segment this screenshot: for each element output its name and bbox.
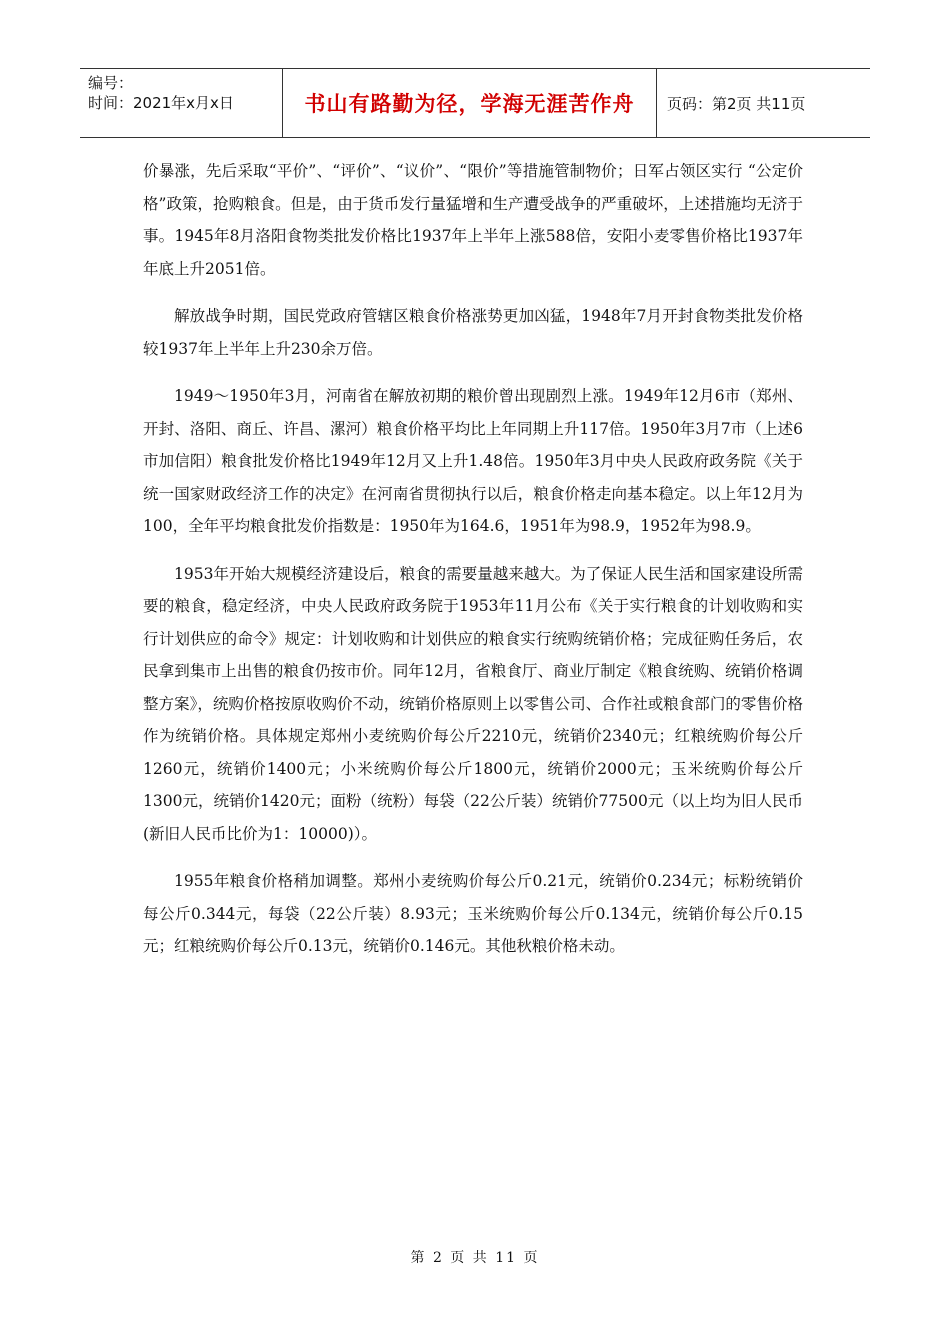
paragraph: 1955年粮食价格稍加调整。郑州小麦统购价每公斤0.21元，统销价0.234元；标粉统销价每公斤0.344元，每袋（22公斤装）8.93元；玉米统购价每公斤0.134元，统销价每公斤0.15元；红粮统购价每公斤0.13元，统销价0.146元。其他秋粮价格未动。 — [143, 872, 803, 955]
paragraph: 价暴涨，先后采取“平价”、“评价”、“议价”、“限价”等措施管制物价；日军占领区实行 “公定价格”政策，抢购粮食。但是，由于货币发行量猛增和生产遭受战争的严重破坏，上述措施均无济于事。1945年8月洛阳食物类批发价格比1937年上半年上涨588倍，安阳小麦零售价格比1937年年底上升2051倍。 — [143, 162, 803, 278]
paragraph: 1953年开始大规模经济建设后，粮食的需要量越来越大。为了保证人民生活和国家建设所需要的粮食，稳定经济，中央人民政府政务院于1953年11月公布《关于实行粮食的计划收购和实行计划供应的命令》规定：计划收购和计划供应的粮食实行统购统销价格；完成征购任务后，农民拿到集市上出售的粮食仍按市价。同年12月，省粮食厅、商业厅制定《粮食统购、统销价格调整方案》，统购价格按原收购价不动，统销价格原则上以零售公司、合作社或粮食部门的零售价格作为统销价格。具体规定郑州小麦统购价每公斤2210元，统销价2340元；红粮统购价每公斤1260元，统销价1400元；小米统购价每公斤1800元，统销价2000元；玉米统购价每公斤1300元，统销价1420元；面粉（统粉）每袋（22公斤装）统销价77500元（以上均为旧人民币(新旧人民币比价为1：10000)）。 — [143, 564, 803, 843]
header-page-info: 页码：第2页 共11页 — [667, 94, 806, 113]
paragraph: 1949～1950年3月，河南省在解放初期的粮价曾出现剧烈上涨。1949年12月6市（郑州、开封、洛阳、商丘、许昌、漯河）粮食价格平均比上年同期上升117倍。1950年3月7市（上述6市加信阳）粮食批发价格比1949年12月又上升1.48倍。1950年3月中央人民政府政务院《关于统一国家财政经济工作的决定》在河南省贯彻执行以后，粮食价格走向基本稳定。以上年12月为100，全年平均粮食批发价指数是：1950年为164.6，1951年为98.9，1952年为98.9。 — [143, 387, 803, 535]
document-date: 时间：2021年x月x日 — [88, 94, 234, 112]
document-body — [143, 155, 803, 978]
paragraph: 解放战争时期，国民党政府管辖区粮食价格涨势更加凶猛，1948年7月开封食物类批发价格较1937年上半年上升230余万倍。 — [143, 307, 803, 358]
page-footer: 第 2 页 共 11 页 — [410, 1250, 540, 1266]
header-meta — [80, 69, 283, 137]
header-motto: 书山有路勤为径，学海无涯苦作舟 — [283, 69, 657, 137]
page-header — [80, 68, 870, 138]
document-number-label: 编号： — [88, 74, 134, 92]
